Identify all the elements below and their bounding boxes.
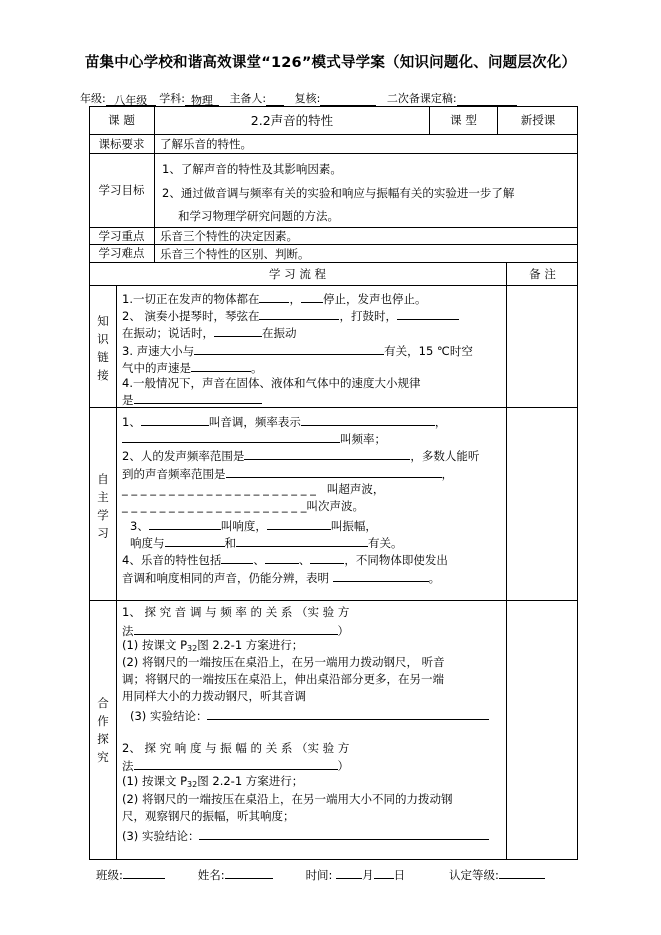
- grade-label: 年级:: [80, 92, 106, 105]
- name-label: 姓名:: [197, 868, 225, 882]
- topic-label: 课 题: [108, 113, 135, 127]
- preparer-label: 主备人:: [229, 92, 267, 105]
- col-divider: [116, 285, 117, 860]
- reviewer-label: 复核:: [294, 92, 321, 105]
- time-label: 时间:: [305, 868, 333, 882]
- coop-line-11: (2) 将钢尺的一端按压在桌沿上，在另一端用大小不同的力拨动钢: [122, 792, 453, 806]
- self-line-1: 1、 叫音调，频率表示 ，: [122, 415, 447, 429]
- knowledge-line-3: 在振动；说话时， 在振动: [122, 326, 297, 340]
- coop-line-8: 2、 探 究 响 度 与 振 幅 的 关 系 （实 验 方: [122, 741, 350, 755]
- req-value: 了解乐音的特性。: [160, 137, 252, 151]
- month-label: 月: [362, 868, 374, 882]
- level-label: 认定等级:: [448, 868, 499, 882]
- row-divider: [89, 244, 578, 245]
- second-label: 二次备课定稿:: [386, 92, 457, 105]
- coop-line-9: 法 ）: [122, 759, 349, 773]
- footer: [96, 866, 545, 883]
- key-label: 学习重点: [98, 228, 145, 243]
- row-divider: [89, 600, 578, 601]
- self-line-10: 音调和响度相同的声音，仍能分辨，表明 。: [122, 571, 441, 585]
- coop-label: 合作探究: [97, 696, 109, 764]
- self-line-4: 到的声音频率范围是 ，: [122, 467, 453, 481]
- req-label: 课标要求: [98, 136, 145, 151]
- flow-label: 学 习 流 程: [269, 266, 326, 281]
- class-label: 班级:: [96, 868, 123, 882]
- knowledge-line-6: 4.一般情况下，声音在固体、液体和气体中的速度大小规律: [122, 376, 421, 390]
- coop-line-4: (2) 将钢尺的一端按压在桌沿上，在另一端用力拨动钢尺， 听音: [122, 655, 445, 669]
- coop-line-1: 1、 探 究 音 调 与 频 率 的 关 系 （实 验 方: [122, 605, 350, 619]
- reviewer-field[interactable]: [320, 92, 376, 106]
- hard-label: 学习难点: [98, 246, 145, 260]
- goal-2: 2、通过做音调与频率有关的实验和响应与振幅有关的实验进一步了解: [162, 186, 515, 200]
- month-field[interactable]: [336, 866, 362, 879]
- subject-value[interactable]: 物理: [185, 92, 219, 106]
- day-label: 日: [393, 868, 406, 882]
- hard-value: 乐音三个特性的区别、判断。: [160, 247, 310, 261]
- name-field[interactable]: [225, 866, 273, 879]
- knowledge-line-2: 2、 演奏小提琴时，琴弦在 ，打鼓时，: [122, 307, 459, 323]
- self-study-label: 自主学习: [97, 472, 109, 540]
- type-value: 新授课: [520, 113, 556, 127]
- second-field[interactable]: [457, 92, 517, 106]
- coop-line-2: 法 ）: [122, 624, 349, 638]
- self-line-6: _ _ _ _ _ _ _ _ _ _ _ _ _ _ _ _ _ _ _ _叫次声波。: [122, 499, 364, 513]
- col-divider: [506, 262, 507, 860]
- row-divider: [89, 285, 578, 286]
- knowledge-line-7: 是: [122, 391, 262, 407]
- row-divider: [89, 227, 578, 228]
- goal-1: 1、了解声音的特性及其影响因素。: [162, 162, 342, 176]
- coop-line-3: (1) 按课文 $P_{32}$图 2.2-1 方案进行；: [122, 638, 304, 653]
- knowledge-line-5: 气中的声速是 。: [122, 361, 263, 375]
- row-divider: [89, 153, 578, 154]
- row-divider: [89, 407, 578, 408]
- self-line-7: 3、 叫响度， 叫振幅，: [130, 519, 377, 533]
- grade-value[interactable]: 八年级: [106, 92, 156, 106]
- goal-label: 学习目标: [98, 183, 145, 197]
- coop-line-12: 尺，观察钢尺的振幅，听其响度；: [122, 809, 295, 823]
- knowledge-label: 知识链接: [97, 314, 109, 382]
- row-divider: [89, 134, 578, 135]
- coop-line-7: (3) 实验结论：: [130, 707, 489, 723]
- header-meta: [80, 90, 517, 106]
- self-line-3: 2、人的发声频率范围是 ，多数人能听: [122, 449, 480, 463]
- coop-line-6: 用同样大小的力拨动钢尺，听其音调: [122, 689, 306, 703]
- key-value: 乐音三个特性的决定因素。: [160, 229, 298, 243]
- class-field[interactable]: [123, 866, 165, 879]
- self-line-5: _ _ _ _ _ _ _ _ _ _ _ _ _ _ _ _ _ _ _ _ _ 叫超声波，: [122, 482, 385, 496]
- remark-label: 备 注: [529, 266, 556, 281]
- type-label: 课 型: [450, 113, 477, 127]
- level-field[interactable]: [499, 866, 545, 879]
- subject-label: 学科:: [159, 92, 185, 105]
- knowledge-line-1: 1.一切正在发声的物体都在 ， 停止，发声也停止。: [122, 292, 427, 306]
- knowledge-line-4: 3. 声速大小与 有关，15 ℃时空: [122, 344, 473, 358]
- preparer-field[interactable]: [266, 92, 284, 106]
- coop-line-5: 调；将钢尺的一端按压在桌沿上，伸出桌沿部分更多，在另一端: [122, 672, 444, 686]
- day-field[interactable]: [374, 866, 394, 879]
- topic-value: 2.2声音的特性: [250, 113, 334, 128]
- coop-line-10: (1) 按课文 $P_{32}$图 2.2-1 方案进行；: [122, 774, 304, 789]
- self-line-9: 4、乐音的特性包括 、 、 ，不同物体即使发出: [122, 553, 448, 567]
- goal-2-cont: 和学习物理学研究问题的方法。: [178, 209, 339, 223]
- page-title: 苗集中心学校和谐高效课堂“126”模式导学案（知识问题化、问题层次化）: [84, 55, 577, 71]
- coop-line-13: (3) 实验结论：: [122, 827, 489, 843]
- self-line-2: 叫频率；: [122, 430, 386, 446]
- self-line-8: 响度与 和 有关。: [130, 536, 403, 550]
